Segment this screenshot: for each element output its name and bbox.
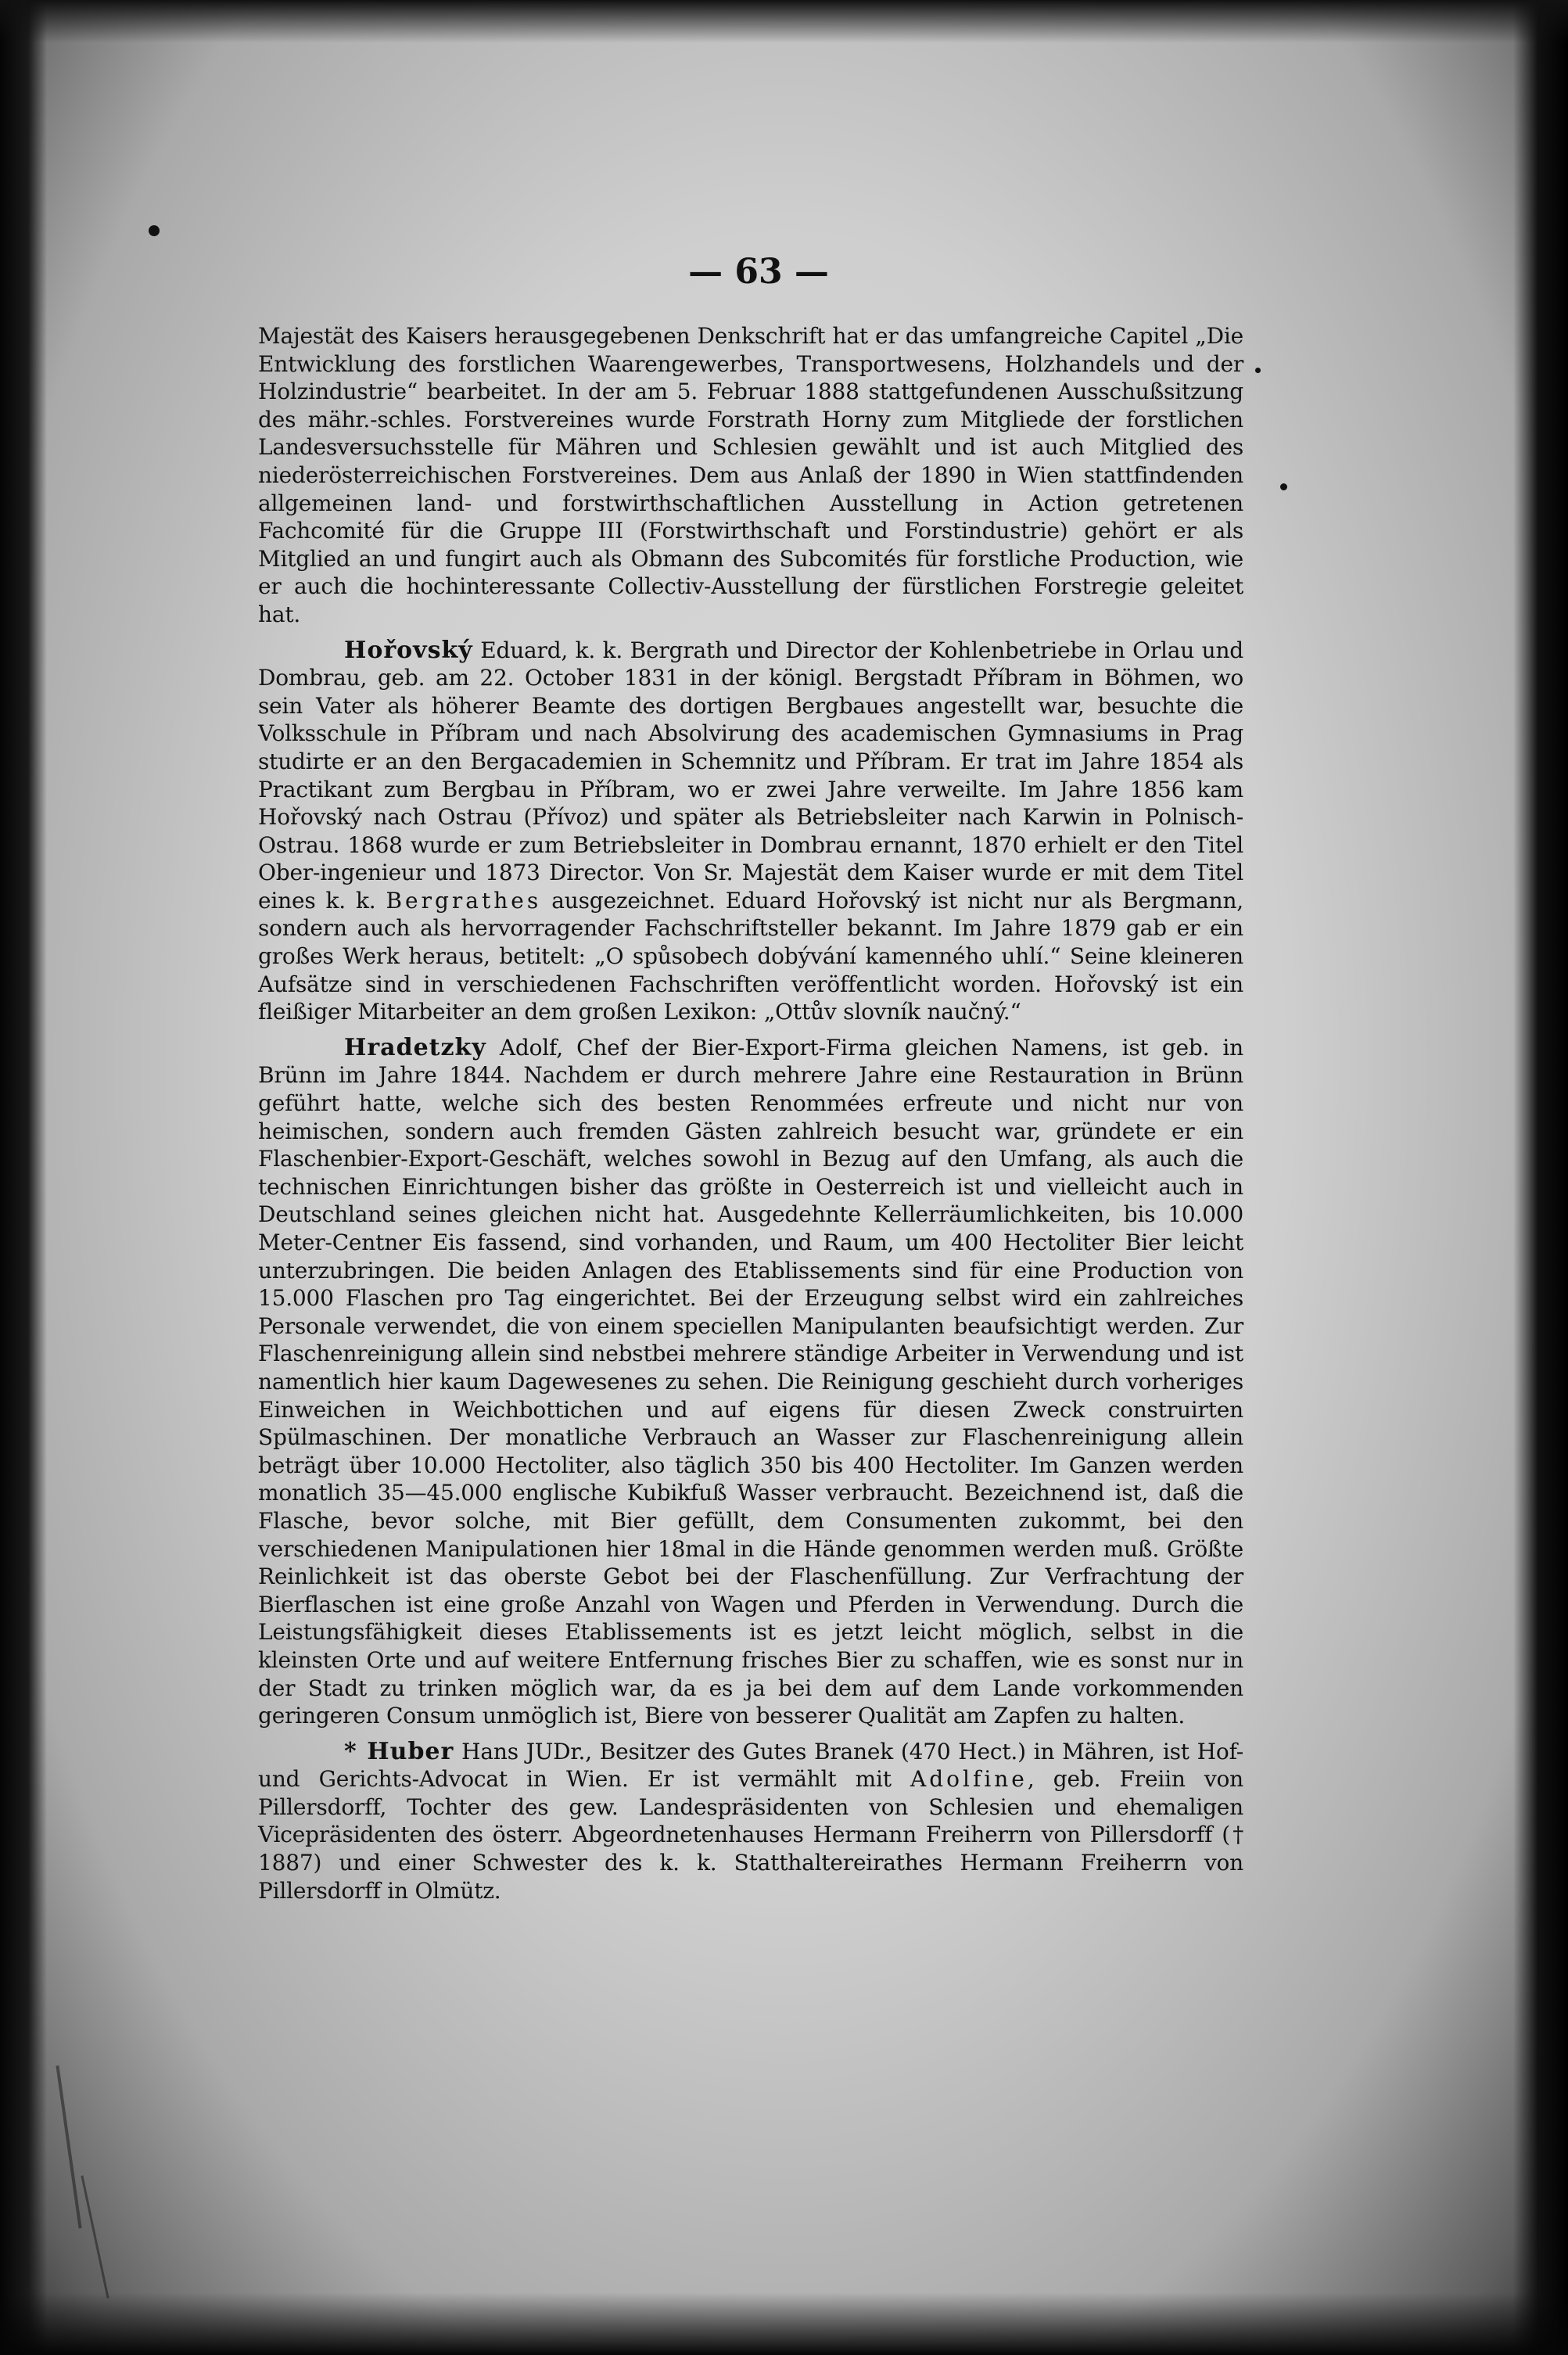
entry-hradetzky <box>258 1034 1243 1730</box>
entry-text: Adolf, Chef der Bier-Export-Firma gleichen Namens, ist geb. in Brünn im Jahre 1844. Nachdem er durch mehrere Jahre eine Restauration in Brünn geführt hatte, welche sich des besten Renommées erfreute und nicht nur von heimischen, sondern auch fremden Gästen zahlreich besucht war, gründete er ein Flaschenbier-Export-Geschäft, welches sowohl in Bezug auf den Umfang, als auch die technischen Einrichtungen bisher das größte in Oesterreich ist und vielleicht auch in Deutschland seines gleichen nicht hat. Ausgedehnte Kellerräumlichkeiten, bis 10.000 Meter-Centner Eis fassend, sind vorhanden, und Raum, um 400 Hectoliter Bier leicht unterzubringen. Die beiden Anlagen des Etablissements sind für eine Production von 15.000 Flaschen pro Tag eingerichtet. Bei der Erzeugung selbst wird ein zahlreiches Personale verwendet, die von einem speciellen Manipulanten beaufsichtigt werden. Zur Flaschenreinigung allein sind nebstbei mehrere ständige Arbeiter in Verwendung und ist namentlich hier kaum Dagewesenes zu sehen. Die Reinigung geschieht durch vorheriges Einweichen in Weichbottichen und auf eigens für diesen Zweck construirten Spülmaschinen. Der monatliche Verbrauch an Wasser zur Flaschenreinigung allein beträgt über 10.000 Hectoliter, also täglich 350 bis 400 Hectoliter. Im Ganzen werden monatlich 35—45.000 englische Kubikfuß Wasser verbraucht. Bezeichnend ist, daß die Flasche, bevor solche, mit Bier gefüllt, dem Consumenten zukommt, bei den verschiedenen Manipulationen hier 18mal in die Hände genommen werden muß. Größte Reinlichkeit ist das oberste Gebot bei der Flaschenfüllung. Zur Verfrachtung der Bierflaschen ist eine große Anzahl von Wagen und Pferden in Verwendung. Durch die Leistungsfähigkeit dieses Etablissements ist es jetzt leicht möglich, selbst in die kleinsten Orte und auf weitere Entfernung frisches Bier zu schaffen, wie es sonst nur in der Stadt zu trinken möglich war, da es ja bei dem auf dem Lande vorkommenden geringeren Consum unmöglich ist, Biere von besserer Qualität am Zapfen zu halten. <box>258 1034 1243 1729</box>
scan-speck <box>1280 483 1287 490</box>
paragraph-forstrath-horny <box>258 322 1243 629</box>
entry-name: * Huber <box>344 1737 454 1765</box>
body-text <box>258 322 1243 1912</box>
entry-text: Hans JUDr., Besitzer des Gutes Branek (470 Hect.) in Mähren, ist Hof- und Gerichts-Advocat in Wien. Er ist vermählt mit <box>258 1738 1243 1793</box>
scan-speck <box>149 225 160 236</box>
entry-text: , geb. Freiin von Pillersdorff, Tochter des gew. Landespräsidenten von Schlesien und ehemaligen Vicepräsidenten des österr. Abgeordnetenhauses Hermann Freiherrn von Pillersdorff († 1887) und einer Schwester des k. k. Statthaltereirathes Hermann Freiherrn von Pillersdorff in Olmütz. <box>258 1766 1243 1904</box>
page-edge-right <box>1513 0 1568 2355</box>
entry-name: Hořovský <box>344 636 473 664</box>
entry-text: Eduard, k. k. Bergrath und Director der Kohlenbetriebe in Orlau und Dombrau, geb. am 22. October 1831 in der königl. Bergstadt Příbram in Böhmen, wo sein Vater als höherer Beamte des dortigen Bergbaues angestellt war, besuchte die Volksschule in Příbram und nach Absolvirung des academischen Gymnasiums in Prag studirte er an den Bergacademien in Schemnitz und Příbram. Er trat im Jahre 1854 als Practikant zum Bergbau in Příbram, wo er zwei Jahre verweilte. Im Jahre 1856 kam Hořovský nach Ostrau (Přívoz) und später als Betriebsleiter nach Karwin in Polnisch-Ostrau. 1868 wurde er zum Betriebsleiter in Dombrau ernannt, 1870 erhielt er den Titel Ober-ingenieur und 1873 Director. Von Sr. Majestät dem Kaiser wurde er mit dem Titel eines k. k. <box>258 637 1243 914</box>
page-number: — 63 — <box>688 252 829 292</box>
page-edge-top <box>0 0 1568 43</box>
spouse-spaced: Adolfine <box>910 1766 1028 1793</box>
entry-huber <box>258 1738 1243 1905</box>
title-spaced: Bergrathes <box>386 887 542 914</box>
entry-horovsky <box>258 637 1243 1026</box>
page-edge-bottom <box>0 2292 1568 2355</box>
page-edge-left <box>0 0 47 2355</box>
entry-name: Hradetzky <box>344 1033 486 1061</box>
scan-speck <box>1255 368 1261 373</box>
entry-text: ausgezeichnet. Eduard Hořovský ist nicht nur als Bergmann, sondern auch als hervorragender Fachschriftsteller bekannt. Im Jahre 1879 gab er ein großes Werk heraus, betitelt: „O spůsobech dobývání kamenného uhlí.“ Seine kleineren Aufsätze sind in verschiedenen Fachschriften veröffentlicht worden. Hořovský ist ein fleißiger Mitarbeiter an dem großen Lexikon: „Ottův slovník naučný.“ <box>258 887 1243 1025</box>
paragraph-text: Majestät des Kaisers herausgegebenen Denkschrift hat er das umfangreiche Capitel „Die Entwicklung des forstlichen Waarengewerbes, Transportwesens, Holzhandels und der Holzindustrie“ bearbeitet. In der am 5. Februar 1888 stattgefundenen Ausschußsitzung des mähr.-schles. Forstvereines wurde Forstrath Horny zum Mitgliede der forstlichen Landesversuchsstelle für Mähren und Schlesien gewählt und ist auch Mitglied des niederösterreichischen Forstvereines. Dem aus Anlaß der 1890 in Wien stattfindenden allgemeinen land- und forstwirthschaftlichen Ausstellung in Action getretenen Fachcomité für die Gruppe III (Forstwirthschaft und Forstindustrie) gehört er als Mitglied an und fungirt auch als Obmann des Subcomités für forstliche Production, wie er auch die hochinteressante Collectiv-Ausstellung der fürstlichen Forstregie geleitet hat. <box>258 323 1243 627</box>
